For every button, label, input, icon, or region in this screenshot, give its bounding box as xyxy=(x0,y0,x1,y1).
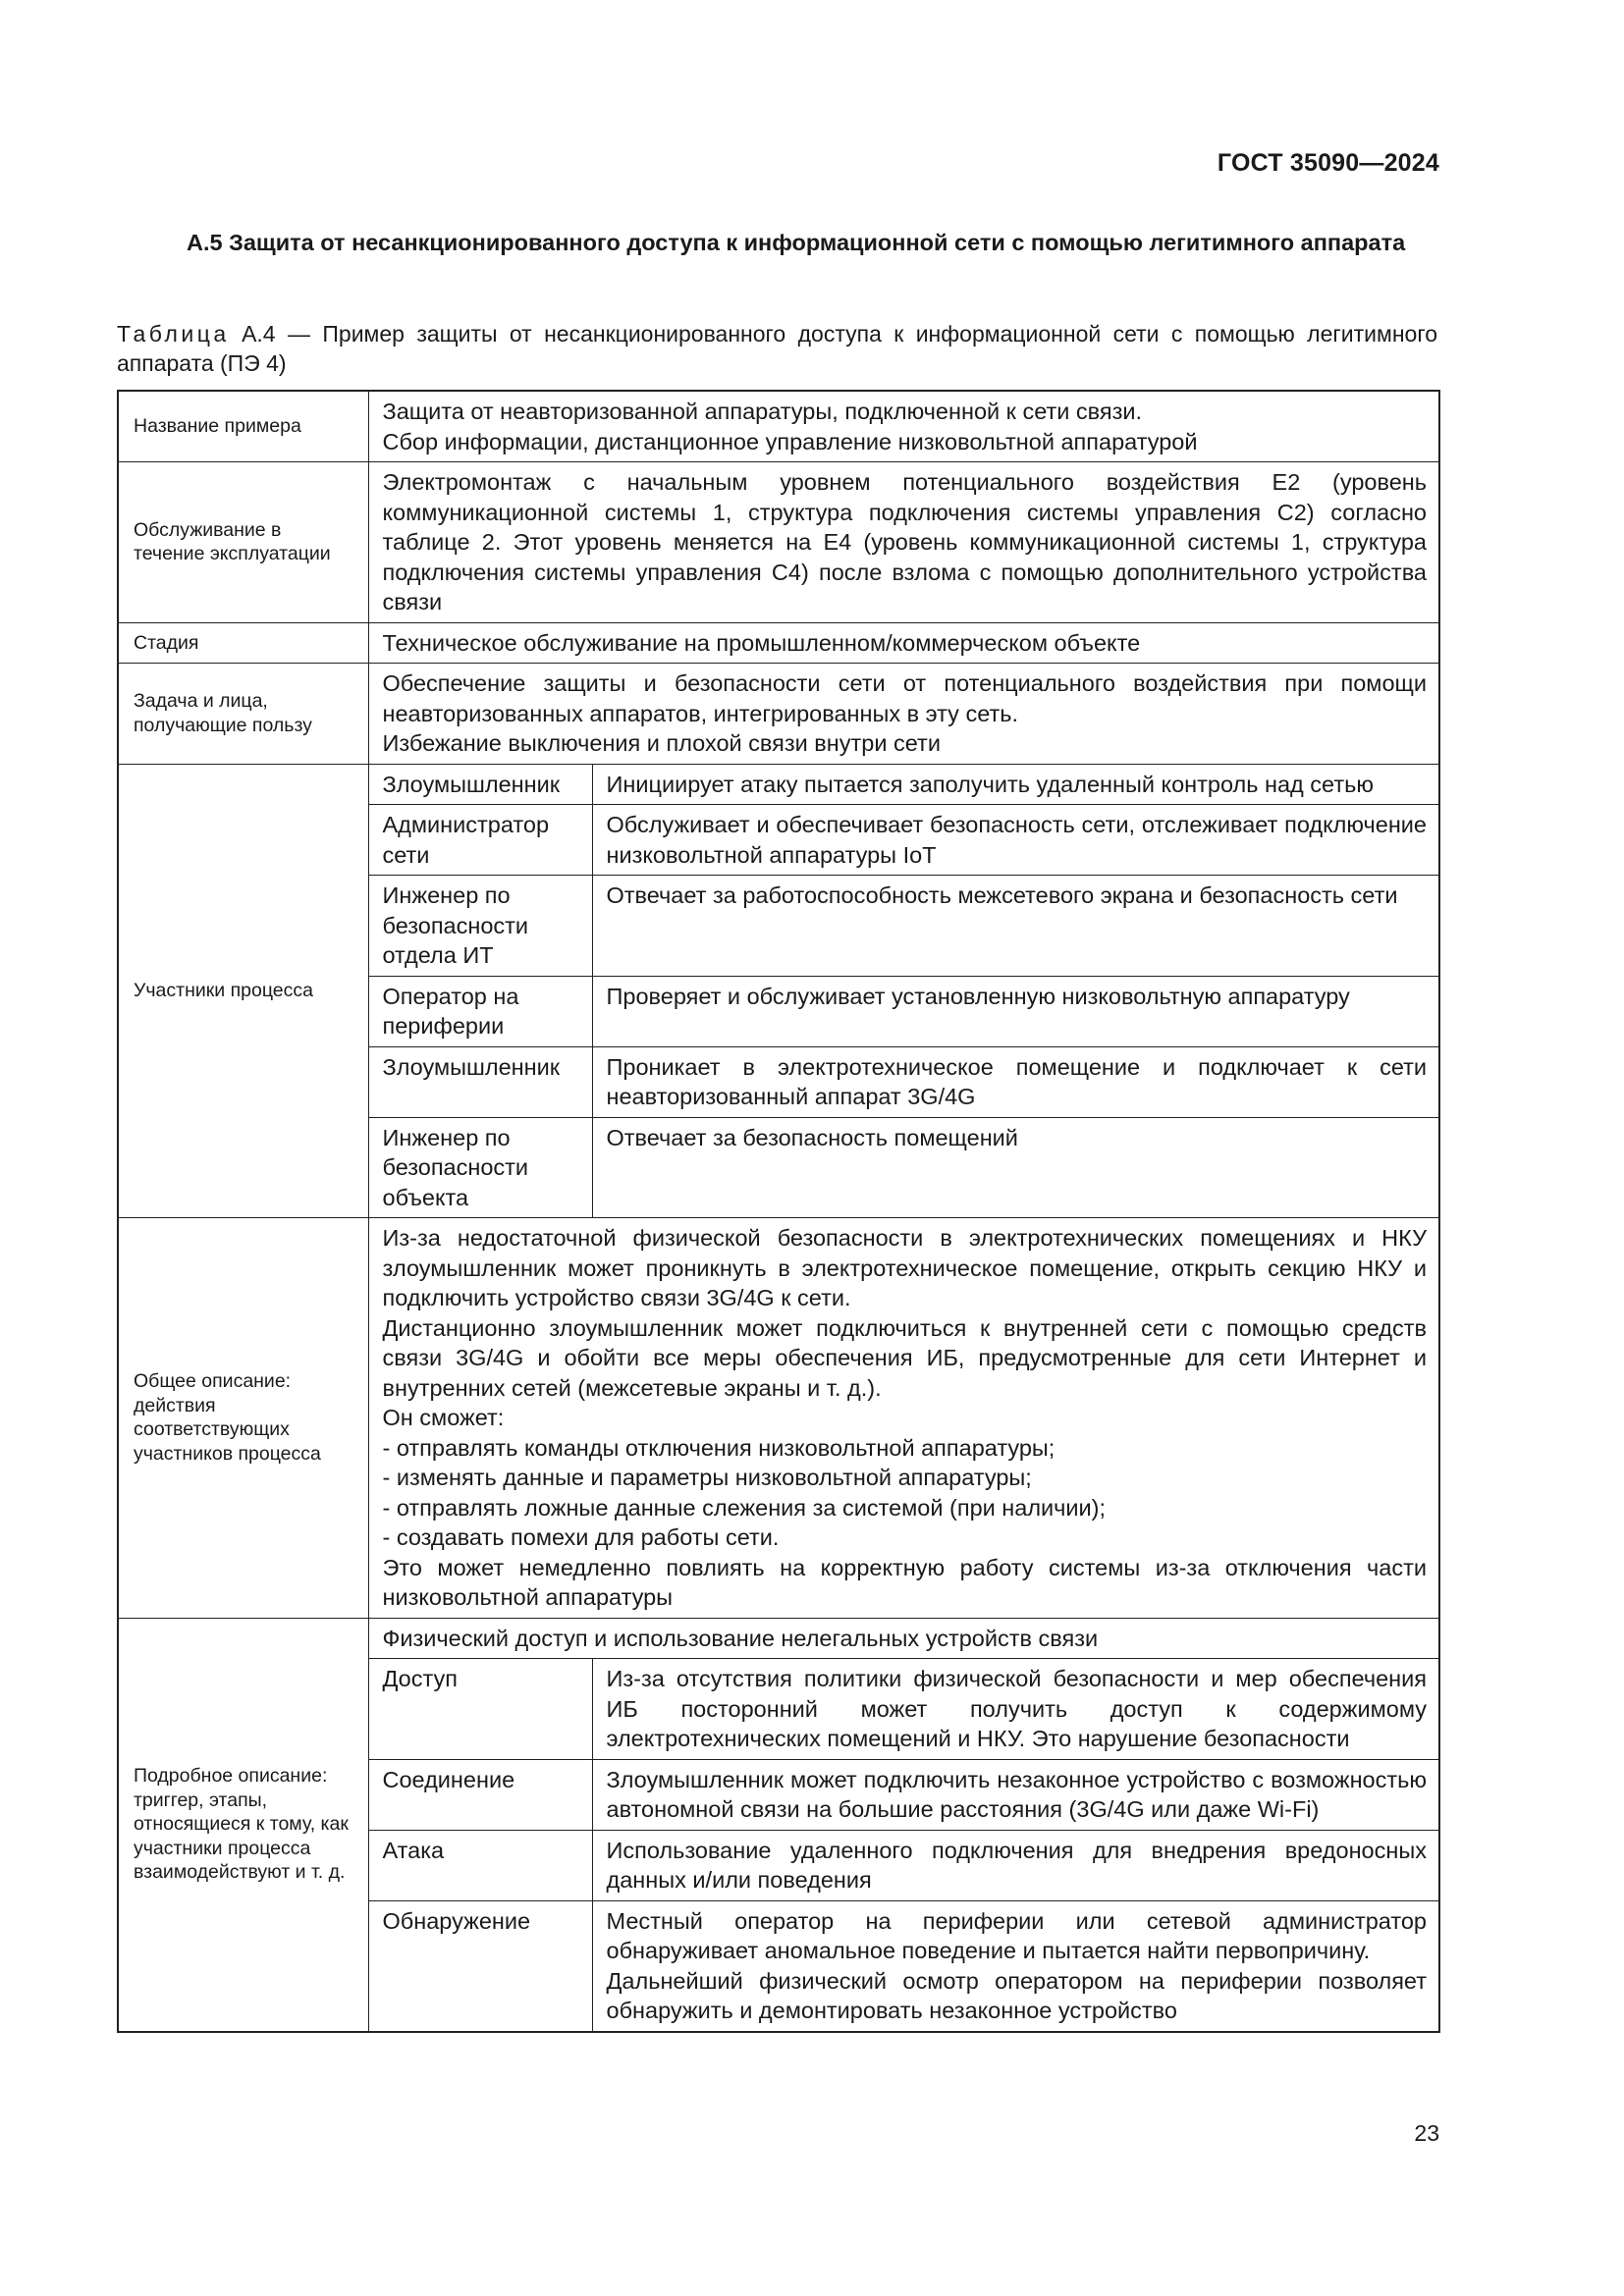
general-paragraph: Он сможет: xyxy=(382,1405,505,1430)
detailed-step-description: Из-за отсутствия политики физической безопасности и мер обеспечения ИБ посторонний может получить доступ к содержимому электротехнических помещений и НКУ. Это нарушение безопасности xyxy=(592,1659,1439,1760)
row-stage xyxy=(118,622,1439,664)
participant-role: Инженер по безопасности отдела ИТ xyxy=(368,876,592,977)
participant-role: Администратор сети xyxy=(368,805,592,876)
participant-role: Оператор на периферии xyxy=(368,976,592,1046)
task-line: Избежание выключения и плохой связи внутри сети xyxy=(382,730,941,756)
participant-row xyxy=(118,764,1439,805)
value-example-name xyxy=(368,391,1439,462)
participant-role: Злоумышленник xyxy=(368,764,592,805)
participant-description: Проникает в электротехническое помещение и подключает к сети неавторизованный аппарат 3G/4G xyxy=(592,1046,1439,1117)
value-task xyxy=(368,664,1439,765)
participant-description: Отвечает за работоспособность межсетевого экрана и безопасность сети xyxy=(592,876,1439,977)
participant-description: Отвечает за безопасность помещений xyxy=(592,1117,1439,1218)
participant-role: Злоумышленник xyxy=(368,1046,592,1117)
label-participants: Участники процесса xyxy=(118,764,368,1218)
general-bullet: - отправлять ложные данные слежения за системой (при наличии); xyxy=(382,1494,1107,1521)
row-maintenance xyxy=(118,462,1439,623)
general-paragraph: Дистанционно злоумышленник может подключиться к внутренней сети с помощью средств связи 3G/4G и обойти все меры обеспечения ИБ, предусмотренные для сети Интернет и внутренних сетей (межсетевые экраны и т. д.). xyxy=(382,1314,1427,1401)
example-name-line: Защита от неавторизованной аппаратуры, подключенной к сети связи. xyxy=(382,399,1143,424)
general-bullet: - изменять данные и параметры низковольтной аппаратуры; xyxy=(382,1465,1032,1490)
participant-description: Обслуживает и обеспечивает безопасность сети, отслеживает подключение низковольтной аппаратуры IoT xyxy=(592,805,1439,876)
label-task: Задача и лица, получающие пользу xyxy=(118,664,368,765)
table-caption-label: Таблица xyxy=(117,321,230,347)
value-stage: Техническое обслуживание на промышленном/коммерческом объекте xyxy=(368,622,1439,664)
general-bullet: - отправлять команды отключения низковольтной аппаратуры; xyxy=(382,1434,1056,1461)
detailed-step-description: Злоумышленник может подключить незаконное устройство с возможностью автономной связи на большие расстояния (3G/4G или даже Wi-Fi) xyxy=(592,1759,1439,1830)
document-id: ГОСТ 35090—2024 xyxy=(1217,149,1439,177)
participant-role: Инженер по безопасности объекта xyxy=(368,1117,592,1218)
detailed-step-description: Использование удаленного подключения для внедрения вредоносных данных и/или поведения xyxy=(592,1830,1439,1900)
use-case-table xyxy=(117,390,1440,2033)
value-maintenance: Электромонтаж с начальным уровнем потенциального воздействия Е2 (уровень коммуникационной системы 1, структура подключения системы управления С2) согласно таблице 2. Этот уровень меняется на Е4 (уровень коммуникационной системы 1, структура подключения системы управления С4) после взлома с помощью дополнительного устройства связи xyxy=(368,462,1439,623)
detailed-step: Доступ xyxy=(368,1659,592,1760)
general-paragraph: Это может немедленно повлиять на корректную работу системы из-за отключения части низковольтной аппаратуры xyxy=(382,1554,1427,1610)
row-task xyxy=(118,664,1439,765)
row-detailed-heading xyxy=(118,1618,1439,1659)
value-general-description xyxy=(368,1218,1439,1619)
task-line: Обеспечение защиты и безопасности сети от потенциального воздействия при помощи неавторизованных аппаратов, интегрированных в эту сеть. xyxy=(382,670,1427,726)
detailed-step-description xyxy=(592,1900,1439,2032)
participant-description: Проверяет и обслуживает установленную низковольтную аппаратуру xyxy=(592,976,1439,1046)
table-caption xyxy=(117,319,1437,378)
general-bullet: - создавать помехи для работы сети. xyxy=(382,1524,780,1550)
detailed-heading: Физический доступ и использование нелегальных устройств связи xyxy=(368,1618,1439,1659)
detailed-step: Обнаружение xyxy=(368,1900,592,2032)
participant-description: Инициирует атаку пытается заполучить удаленный контроль над сетью xyxy=(592,764,1439,805)
label-example-name: Название примера xyxy=(118,391,368,462)
example-name-line: Сбор информации, дистанционное управление низковольтной аппаратурой xyxy=(382,428,1198,454)
row-general-description xyxy=(118,1218,1439,1619)
label-detailed-description: Подробное описание: триггер, этапы, относящиеся к тому, как участники процесса взаимодействуют и т. д. xyxy=(118,1618,368,2032)
detection-line: Местный оператор на периферии или сетевой администратор обнаруживает аномальное поведение и пытается найти первопричину. xyxy=(606,1907,1427,1963)
detailed-step: Атака xyxy=(368,1830,592,1900)
label-general-description: Общее описание: действия соответствующих участников процесса xyxy=(118,1218,368,1619)
label-stage: Стадия xyxy=(118,622,368,664)
page-number: 23 xyxy=(1414,2120,1439,2146)
row-example-name xyxy=(118,391,1439,462)
table-caption-text: А.4 — Пример защиты от несанкционированного доступа к информационной сети с помощью легитимного аппарата (ПЭ 4) xyxy=(117,321,1437,376)
detailed-step: Соединение xyxy=(368,1759,592,1830)
general-paragraph: Из-за недостаточной физической безопасности в электротехнических помещениях и НКУ злоумышленник может проникнуть в электротехническое помещение, открыть секцию НКУ и подключить устройство связи 3G/4G к сети. xyxy=(382,1225,1427,1310)
detection-line: Дальнейший физический осмотр оператором на периферии позволяет обнаружить и демонтировать незаконное устройство xyxy=(606,1967,1427,2023)
section-title: А.5 Защита от несанкционированного доступа к информационной сети с помощью легитимного аппарата xyxy=(187,230,1406,255)
label-maintenance: Обслуживание в течение эксплуатации xyxy=(118,462,368,623)
